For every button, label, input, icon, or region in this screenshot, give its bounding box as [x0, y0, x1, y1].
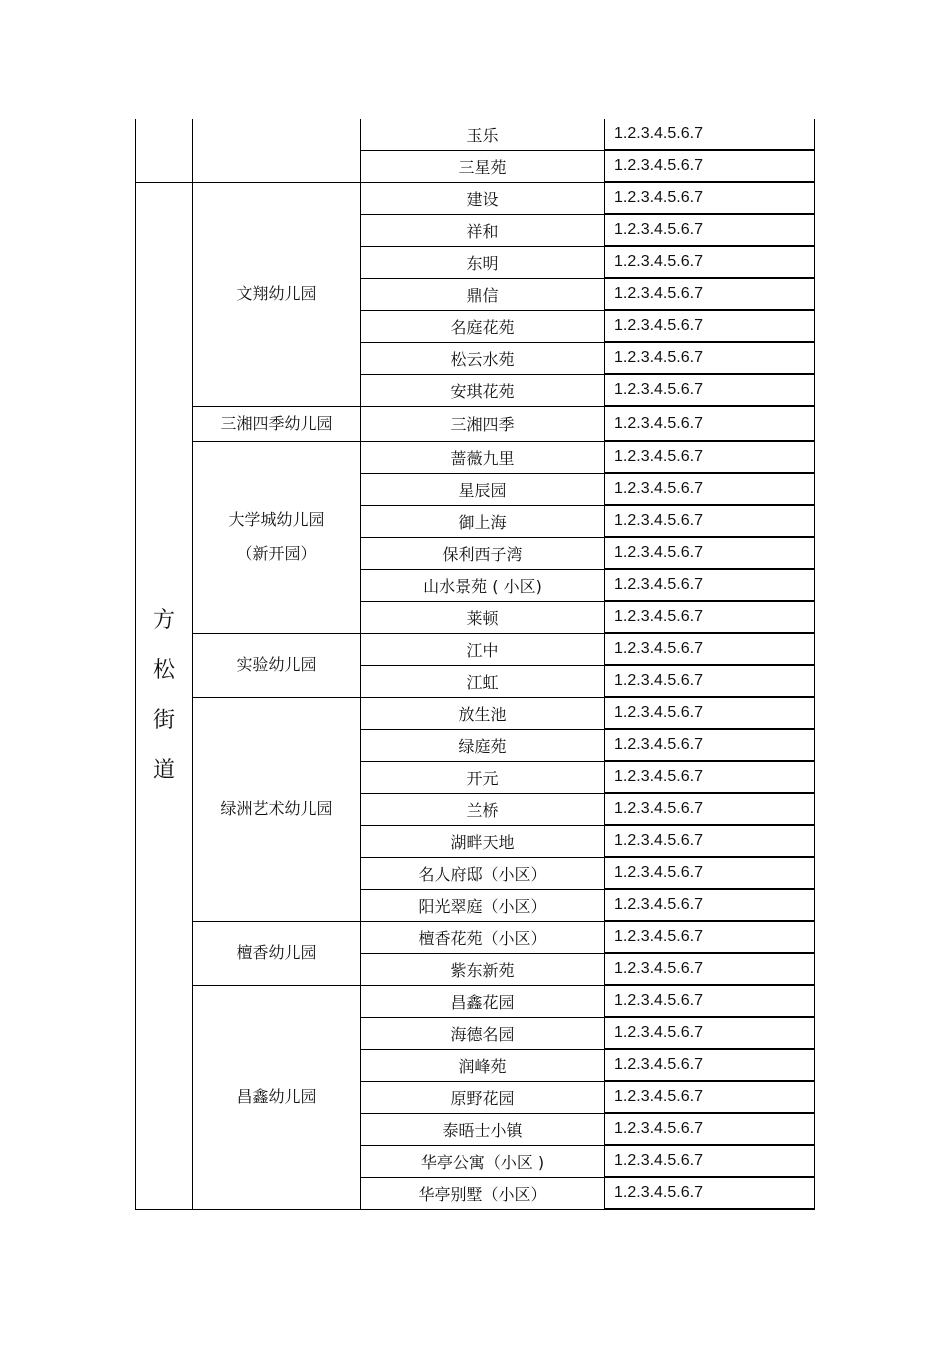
community-codes: 1.2.3.4.5.6.7: [605, 761, 815, 793]
community-codes: 1.2.3.4.5.6.7: [605, 1145, 815, 1177]
community-name: 名庭花苑: [361, 310, 605, 342]
community-codes: 1.2.3.4.5.6.7: [605, 150, 815, 182]
community-codes: 1.2.3.4.5.6.7: [605, 406, 815, 441]
table-row: [136, 697, 815, 729]
community-name: 华亭公寓（小区 ): [361, 1145, 605, 1177]
kindergarten-cell: [193, 406, 361, 441]
community-codes: 1.2.3.4.5.6.7: [605, 729, 815, 761]
community-codes: 1.2.3.4.5.6.7: [605, 985, 815, 1017]
street-cell-continued: [136, 119, 193, 182]
table-body: [136, 119, 815, 1209]
community-name: 阳光翠庭（小区）: [361, 889, 605, 921]
street-label: 方松街道: [152, 607, 175, 783]
kindergarten-cell: [193, 633, 361, 697]
kindergarten-name: 文翔幼儿园: [236, 284, 317, 303]
community-codes: 1.2.3.4.5.6.7: [605, 601, 815, 633]
community-name: 松云水苑: [361, 342, 605, 374]
kindergarten-cell-continued: [193, 119, 361, 182]
community-codes: 1.2.3.4.5.6.7: [605, 505, 815, 537]
community-name: 江虹: [361, 665, 605, 697]
community-codes: 1.2.3.4.5.6.7: [605, 214, 815, 246]
community-codes: 1.2.3.4.5.6.7: [605, 1177, 815, 1209]
community-name: 檀香花苑（小区）: [361, 921, 605, 953]
community-name: 建设: [361, 182, 605, 214]
community-name: 山水景苑 ( 小区): [361, 569, 605, 601]
kindergarten-cell: [193, 441, 361, 633]
community-name: 御上海: [361, 505, 605, 537]
community-codes: 1.2.3.4.5.6.7: [605, 633, 815, 665]
community-name: 东明: [361, 246, 605, 278]
community-codes: 1.2.3.4.5.6.7: [605, 953, 815, 985]
community-codes: 1.2.3.4.5.6.7: [605, 374, 815, 406]
community-name: 安琪花苑: [361, 374, 605, 406]
street-cell: [136, 182, 193, 1209]
community-codes: 1.2.3.4.5.6.7: [605, 342, 815, 374]
community-name: 开元: [361, 761, 605, 793]
community-name: 润峰苑: [361, 1049, 605, 1081]
community-name: 蔷薇九里: [361, 441, 605, 473]
community-name: 昌鑫花园: [361, 985, 605, 1017]
community-codes: 1.2.3.4.5.6.7: [605, 825, 815, 857]
kindergarten-name: 三湘四季幼儿园: [220, 413, 333, 433]
community-name: 放生池: [361, 697, 605, 729]
community-codes: 1.2.3.4.5.6.7: [605, 473, 815, 505]
community-name: 华亭别墅（小区）: [361, 1177, 605, 1209]
table-row: [136, 921, 815, 953]
community-name: 名人府邸（小区）: [361, 857, 605, 889]
kindergarten-name: 檀香幼儿园: [236, 943, 317, 962]
community-name: 江中: [361, 633, 605, 665]
community-codes: 1.2.3.4.5.6.7: [605, 569, 815, 601]
community-codes: 1.2.3.4.5.6.7: [605, 921, 815, 953]
community-codes: 1.2.3.4.5.6.7: [605, 793, 815, 825]
community-codes: 1.2.3.4.5.6.7: [605, 246, 815, 278]
kindergarten-name: 昌鑫幼儿园: [236, 1087, 317, 1106]
table-row: [136, 633, 815, 665]
table-row: [136, 182, 815, 214]
community-name: 泰晤士小镇: [361, 1113, 605, 1145]
kindergarten-name: 大学城幼儿园: [228, 510, 325, 529]
community-name: 湖畔天地: [361, 825, 605, 857]
community-codes: 1.2.3.4.5.6.7: [605, 1017, 815, 1049]
community-name: 星辰园: [361, 473, 605, 505]
community-codes: 1.2.3.4.5.6.7: [605, 1049, 815, 1081]
community-codes: 1.2.3.4.5.6.7: [605, 1113, 815, 1145]
community-name: 保利西子湾: [361, 537, 605, 569]
community-codes: 1.2.3.4.5.6.7: [605, 537, 815, 569]
community-name: 绿庭苑: [361, 729, 605, 761]
community-codes: 1.2.3.4.5.6.7: [605, 665, 815, 697]
kindergarten-name: 绿洲艺术幼儿园: [220, 799, 333, 818]
community-codes: 1.2.3.4.5.6.7: [605, 889, 815, 921]
table-row: [136, 985, 815, 1017]
community-codes: 1.2.3.4.5.6.7: [605, 278, 815, 310]
community-codes: 1.2.3.4.5.6.7: [605, 857, 815, 889]
enrollment-table: [135, 119, 815, 1210]
kindergarten-name: 实验幼儿园: [236, 655, 317, 674]
kindergarten-note: （新开园）: [236, 544, 317, 563]
community-codes: 1.2.3.4.5.6.7: [605, 119, 815, 150]
table-row: [136, 119, 815, 150]
community-name: 莱顿: [361, 601, 605, 633]
community-codes: 1.2.3.4.5.6.7: [605, 310, 815, 342]
community-name: 原野花园: [361, 1081, 605, 1113]
community-name: 鼎信: [361, 278, 605, 310]
community-name: 三星苑: [361, 150, 605, 182]
table-row: [136, 406, 815, 441]
community-name: 紫东新苑: [361, 953, 605, 985]
kindergarten-cell: [193, 985, 361, 1209]
community-codes: 1.2.3.4.5.6.7: [605, 441, 815, 473]
kindergarten-cell: [193, 697, 361, 921]
community-codes: 1.2.3.4.5.6.7: [605, 182, 815, 214]
community-name: 玉乐: [361, 119, 605, 150]
kindergarten-cell: [193, 921, 361, 985]
kindergarten-cell: [193, 182, 361, 406]
table-row: [136, 441, 815, 473]
community-name: 海德名园: [361, 1017, 605, 1049]
community-codes: 1.2.3.4.5.6.7: [605, 697, 815, 729]
community-codes: 1.2.3.4.5.6.7: [605, 1081, 815, 1113]
community-name: 祥和: [361, 214, 605, 246]
community-name: 三湘四季: [361, 406, 605, 441]
community-name: 兰桥: [361, 793, 605, 825]
